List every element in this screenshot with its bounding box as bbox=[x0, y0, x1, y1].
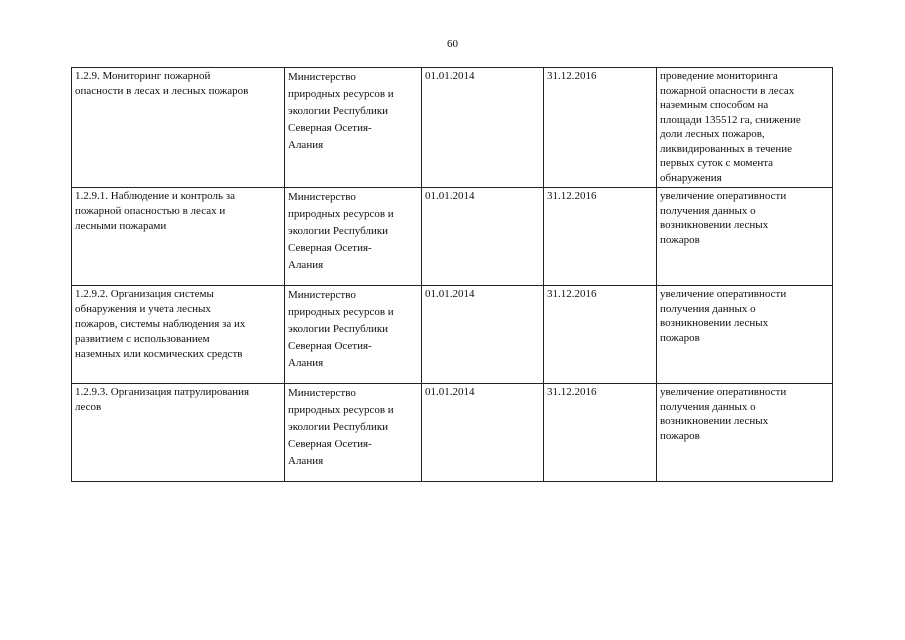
table-row bbox=[72, 286, 833, 384]
result-text: увеличение оперативности получения данных о возникновении лесных пожаров bbox=[660, 288, 787, 344]
result-text: увеличение оперативности получения данных о возникновении лесных пожаров bbox=[660, 386, 787, 442]
start-date-text: 01.01.2014 bbox=[425, 190, 475, 202]
task-cell bbox=[72, 286, 285, 384]
result-text: увеличение оперативности получения данных о возникновении лесных пожаров bbox=[660, 190, 787, 246]
task-text: 1.2.9.3. Организация патрулирования лесов bbox=[75, 386, 250, 413]
task-cell bbox=[72, 384, 285, 482]
organization-cell bbox=[285, 188, 422, 286]
end-date-cell bbox=[544, 188, 657, 286]
result-text: проведение мониторинга пожарной опасности в лесах наземным способом на площади 135512 га, снижение доли лесных пожаров, ликвидированных в течение первых суток с момента обнаружения bbox=[660, 70, 801, 184]
task-cell bbox=[72, 68, 285, 188]
start-date-cell bbox=[422, 188, 544, 286]
result-cell bbox=[657, 188, 833, 286]
page-number: 60 bbox=[447, 38, 458, 50]
organization-cell bbox=[285, 384, 422, 482]
end-date-cell bbox=[544, 384, 657, 482]
table-row bbox=[72, 384, 833, 482]
organization-text: Министерство природных ресурсов и экологии Республики Северная Осетия- Алания bbox=[288, 191, 394, 271]
start-date-cell bbox=[422, 68, 544, 188]
start-date-cell bbox=[422, 286, 544, 384]
end-date-text: 31.12.2016 bbox=[547, 70, 597, 82]
result-cell bbox=[657, 286, 833, 384]
organization-cell bbox=[285, 286, 422, 384]
table-row bbox=[72, 188, 833, 286]
task-text: 1.2.9.1. Наблюдение и контроль за пожарной опасностью в лесах и лесными пожарами bbox=[75, 190, 236, 232]
task-cell bbox=[72, 188, 285, 286]
start-date-cell bbox=[422, 384, 544, 482]
end-date-cell bbox=[544, 286, 657, 384]
start-date-text: 01.01.2014 bbox=[425, 386, 475, 398]
end-date-text: 31.12.2016 bbox=[547, 190, 597, 202]
end-date-cell bbox=[544, 68, 657, 188]
table-row bbox=[72, 68, 833, 188]
task-text: 1.2.9.2. Организация системы обнаружения и учета лесных пожаров, системы наблюдения за их развитием с использованием наземных или космических средств bbox=[75, 288, 246, 360]
program-activities-table bbox=[71, 67, 833, 482]
end-date-text: 31.12.2016 bbox=[547, 288, 597, 300]
task-text: 1.2.9. Мониторинг пожарной опасности в лесах и лесных пожаров bbox=[75, 70, 249, 97]
organization-text: Министерство природных ресурсов и экологии Республики Северная Осетия- Алания bbox=[288, 289, 394, 369]
start-date-text: 01.01.2014 bbox=[425, 288, 475, 300]
organization-text: Министерство природных ресурсов и экологии Республики Северная Осетия- Алания bbox=[288, 71, 394, 151]
organization-cell bbox=[285, 68, 422, 188]
start-date-text: 01.01.2014 bbox=[425, 70, 475, 82]
result-cell bbox=[657, 384, 833, 482]
end-date-text: 31.12.2016 bbox=[547, 386, 597, 398]
result-cell bbox=[657, 68, 833, 188]
organization-text: Министерство природных ресурсов и экологии Республики Северная Осетия- Алания bbox=[288, 387, 394, 467]
